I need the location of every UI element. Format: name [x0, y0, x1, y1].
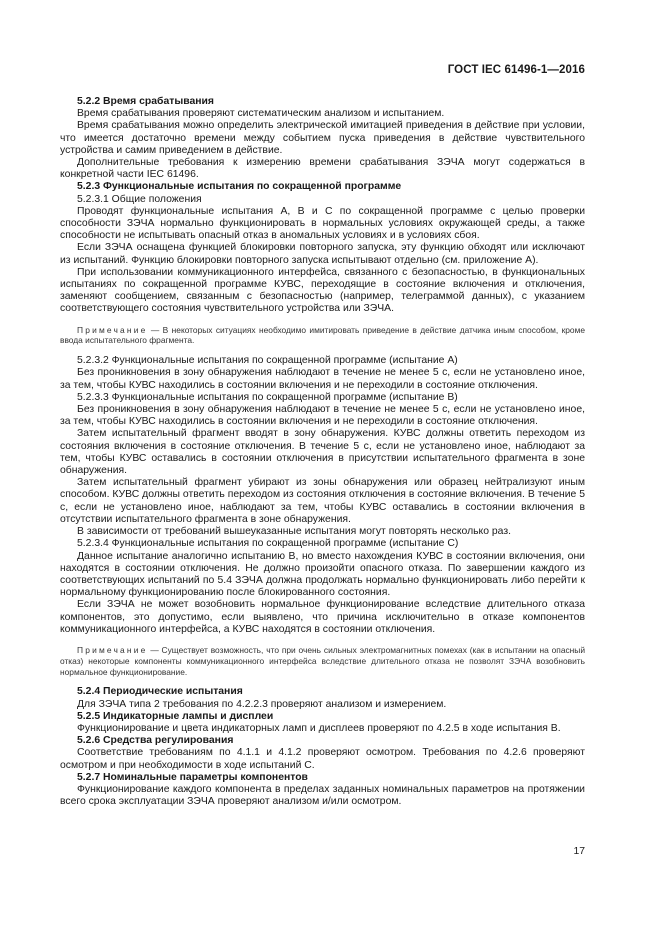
paragraph: Затем испытательный фрагмент вводят в зону обнаружения. КУВС должны ответить переходом из состояния включения в состояние отключения. В течение 5 с, если не установлено иное, наблюдают за тем, чтобы КУВС оставались в состоянии отключения в присутствии испытательного фрагмента в зоне обнаружения.	[60, 428, 585, 477]
subsection-heading-5-2-3-2: 5.2.3.2 Функциональные испытания по сокращенной программе (испытание А)	[77, 355, 458, 367]
note-text: — Существует возможность, что при очень сильных электромагнитных помехах (как в испытании на опасный отказ) некоторые компоненты коммуникационного интерфейса вследствие длительного отказа не позволят ЗЭЧА возобновить нормальное функционирование.	[60, 644, 585, 677]
paragraph: Функционирование и цвета индикаторных ламп и дисплеев проверяют по 4.2.5 в ходе испытания В.	[77, 722, 561, 734]
paragraph: Без проникновения в зону обнаружения наблюдают в течение не менее 5 с, если не установлено иное, за тем, чтобы КУВС находились в состоянии включения и не переходили в состояние отключения.	[60, 404, 585, 428]
page-body	[60, 96, 585, 808]
paragraph: Без проникновения в зону обнаружения наблюдают в течение не менее 5 с, если не установлено иное, за тем, чтобы КУВС находились в состоянии включения и не переходили в состояние отключения.	[60, 367, 585, 391]
paragraph: В зависимости от требований вышеуказанные испытания могут повторять несколько раз.	[77, 526, 511, 538]
paragraph: Если ЗЭЧА оснащена функцией блокировки повторного запуска, эту функцию обходят или исключают из испытаний. Функцию блокировки повторного запуска испытывают отдельно (см. приложение А).	[60, 242, 585, 266]
page-number: 17	[573, 846, 585, 857]
paragraph: Данное испытание аналогично испытанию В, но вместо нахождения КУВС в состоянии включения, они находятся в состоянии отключения. Не должно произойти опасного отказа. По завершении каждого из соответствующих испытаний по 5.4 ЗЭЧА должна продолжать нормально функционировать либо перейти к нормальному функционированию после блокированного состояния.	[60, 550, 585, 599]
paragraph: Проводят функциональные испытания А, В и С по сокращенной программе с целью проверки способности ЗЭЧА нормально функционировать в нормальных условиях окружающей среды, а также способности не испытывать опасный отказ в аномальных условиях и в условиях сбоя.	[60, 205, 585, 242]
note-label: Примечание	[77, 324, 148, 335]
paragraph: Если ЗЭЧА не может возобновить нормальное функционирование вследствие длительного отказа компонентов, это допустимо, если выявлено, что причина исключительно в отказе компонентов коммуникационного интерфейса, а КУВС находятся в состоянии отключения.	[60, 599, 585, 635]
note-text: — В некоторых ситуациях необходимо имитировать приведение в действие датчика иным способом, кроме ввода испытательного фрагмента.	[60, 324, 585, 346]
section-heading-5-2-6: 5.2.6 Средства регулирования	[77, 735, 234, 747]
section-heading-5-2-2: 5.2.2 Время срабатывания	[77, 96, 214, 107]
section-heading-5-2-3: 5.2.3 Функциональные испытания по сокращенной программе	[77, 181, 402, 193]
standard-header: ГОСТ IEC 61496-1—2016	[447, 64, 585, 76]
subsection-heading-5-2-3-3: 5.2.3.3 Функциональные испытания по сокращенной программе (испытание В)	[77, 391, 458, 403]
section-heading-5-2-5: 5.2.5 Индикаторные лампы и дисплеи	[77, 710, 274, 722]
subsection-heading-5-2-3-4: 5.2.3.4 Функциональные испытания по сокращенной программе (испытание С)	[77, 538, 459, 550]
paragraph: Функционирование каждого компонента в пределах заданных номинальных параметров на протяжении всего срока эксплуатации ЗЭЧА проверяют анализом и/или осмотром.	[60, 783, 585, 808]
note	[60, 645, 585, 677]
subsection-heading-5-2-3-1: 5.2.3.1 Общие положения	[77, 193, 202, 205]
paragraph: Соответствие требованиям по 4.1.1 и 4.1.2 проверяют осмотром. Требования по 4.2.6 проверяют осмотром и при необходимости в ходе испытаний С.	[60, 747, 585, 771]
note	[60, 325, 585, 347]
paragraph: Дополнительные требования к измерению времени срабатывания ЗЭЧА могут содержаться в конкретной части IEC 61496.	[60, 157, 585, 181]
note-label: Примечание	[77, 644, 148, 655]
paragraph: Время срабатывания можно определить электрической имитацией приведения в действие при условии, что имеется достаточно времени между событием пуска приведения в действие чувствительного устройства и самим приведением в действие.	[60, 120, 585, 156]
paragraph: При использовании коммуникационного интерфейса, связанного с безопасностью, в функциональных испытаниях по сокращенной программе КУВС, переходящие в состояние включения и отключения, заменяют сообщением, связанным с безопасностью (например, телеграммой данных), с указанием соответствующего состояния чувствительного устройства или ЗЭЧА.	[60, 266, 585, 315]
section-heading-5-2-7: 5.2.7 Номинальные параметры компонентов	[77, 771, 308, 783]
paragraph: Время срабатывания проверяют систематическим анализом и испытанием.	[77, 108, 445, 120]
paragraph: Для ЗЭЧА типа 2 требования по 4.2.2.3 проверяют анализом и измерением.	[77, 698, 447, 710]
section-heading-5-2-4: 5.2.4 Периодические испытания	[77, 686, 243, 698]
paragraph: Затем испытательный фрагмент убирают из зоны обнаружения или образец нейтрализуют иным способом. КУВС должны ответить переходом из состояния отключения в состояние включения. В течение 5 с, если не установлено иное, наблюдают за тем, чтобы КУВС оставались в состоянии включения в отсутствии испытательного фрагмента в зоне обнаружения.	[60, 477, 585, 525]
